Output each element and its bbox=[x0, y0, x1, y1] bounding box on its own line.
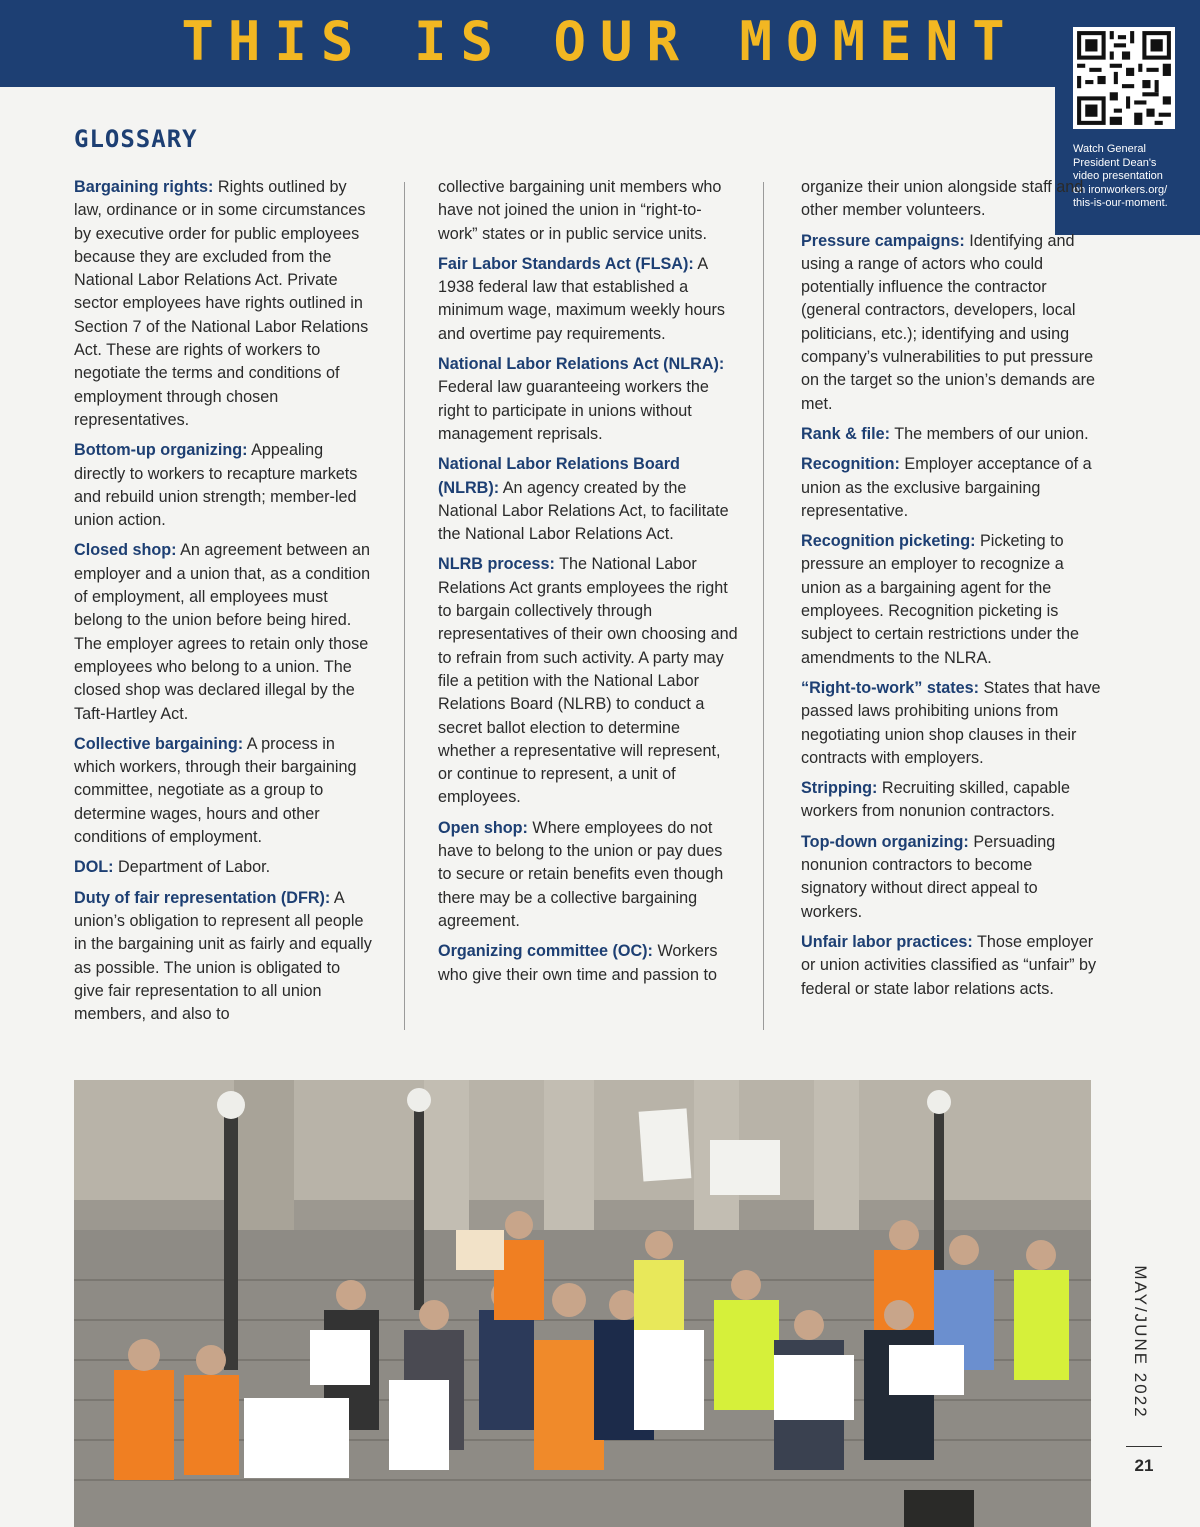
glossary-definition: Rights outlined by law, ordinance or in some circumstances by executive order for public employees because they are excluded from the National Labor Relations Act. Private sector employees have rights outlined in Section 7 of the National Labor Relations Act. These are rights of workers to negotiate the terms and conditions of employment through chosen representatives. bbox=[74, 178, 369, 429]
glossary-term: Stripping: bbox=[801, 779, 878, 798]
glossary-entry bbox=[438, 940, 738, 987]
issue-date: MAY/JUNE 2022 bbox=[1131, 1265, 1150, 1419]
glossary-definition: An agency created by the National Labor Relations Act, to facilitate the National Labor Relations Act. bbox=[438, 478, 729, 544]
glossary-definition: Persuading nonunion contractors to become signatory without direct appeal to workers. bbox=[801, 832, 1056, 921]
glossary-term: Pressure campaigns: bbox=[801, 231, 965, 250]
glossary-definition: A union’s obligation to represent all people in the bargaining unit as fairly and equally as possible. The union is obligated to give fair representation to all union members, and also to bbox=[74, 888, 372, 1024]
glossary-entry bbox=[801, 777, 1101, 824]
glossary-term: Organizing committee (OC): bbox=[438, 942, 653, 961]
glossary-term: Open shop: bbox=[438, 818, 528, 837]
page-number-rule bbox=[1126, 1446, 1162, 1447]
glossary-definition: States that have passed laws prohibiting unions from negotiating union shop clauses in their contracts with employers. bbox=[801, 678, 1101, 767]
glossary-term: Top-down organizing: bbox=[801, 832, 969, 851]
qr-caption: Watch General President Dean's video presentation on ironworkers.org/ this-is-our-moment. bbox=[1073, 143, 1168, 209]
glossary-entry bbox=[438, 453, 738, 546]
glossary-term: National Labor Relations Act (NLRA): bbox=[438, 355, 725, 374]
glossary-entry bbox=[801, 931, 1101, 1001]
glossary-term: Duty of fair representation (DFR): bbox=[74, 888, 331, 907]
glossary-term: Unfair labor practices: bbox=[801, 932, 973, 951]
glossary-definition: Department of Labor. bbox=[113, 858, 271, 877]
glossary-column-1 bbox=[74, 176, 374, 1033]
glossary-term: NLRB process: bbox=[438, 555, 555, 574]
glossary-definition: The members of our union. bbox=[890, 424, 1089, 443]
glossary-definition: Identifying and using a range of actors who could potentially influence the contractor (general contractors, developers, local politicians, etc.); identifying and using company’s vulnerabilities to put pressure on the target so the union’s demands are met. bbox=[801, 231, 1095, 413]
glossary-definition: collective bargaining unit members who have not joined the union in “right-to-work” states or in public service units. bbox=[438, 178, 722, 243]
glossary-entry bbox=[801, 423, 1101, 446]
glossary-entry bbox=[801, 677, 1101, 770]
glossary-entry bbox=[801, 831, 1101, 924]
glossary-term: Bottom-up organizing: bbox=[74, 441, 248, 460]
glossary-entry bbox=[438, 817, 738, 933]
column-divider bbox=[404, 182, 405, 1030]
page-number: 21 bbox=[1134, 1456, 1154, 1475]
glossary-definition: An agreement between an employer and a union that, as a condition of employment, all employees must belong to the union before being hired. The employer agrees to retain only those employees who belong to a union. The closed shop was declared illegal by the Taft-Hartley Act. bbox=[74, 541, 371, 723]
glossary-term: National Labor Relations Board (NLRB): bbox=[438, 455, 680, 497]
qr-code-icon[interactable] bbox=[1073, 27, 1175, 129]
banner-title: THIS IS OUR MOMENT bbox=[181, 10, 1019, 73]
glossary-term: DOL: bbox=[74, 858, 114, 877]
glossary-term: Collective bargaining: bbox=[74, 734, 244, 753]
glossary-entry bbox=[438, 353, 738, 446]
glossary-definition: organize their union alongside staff and other member volunteers. bbox=[801, 178, 1084, 220]
glossary-entry bbox=[74, 733, 374, 849]
glossary-definition: Those employer or union activities classified as “unfair” by federal or state labor relations acts. bbox=[801, 932, 1097, 998]
glossary-definition: Appealing directly to workers to recapture markets and rebuild union strength; member-led union action. bbox=[74, 441, 358, 530]
glossary-term: Fair Labor Standards Act (FLSA): bbox=[438, 254, 694, 273]
rally-photo bbox=[74, 1080, 1091, 1527]
glossary-definition: Where employees do not have to belong to the union or pay dues to secure or retain benefits even though there may be a collective bargaining agreement. bbox=[438, 818, 724, 930]
glossary-entry bbox=[438, 176, 738, 246]
glossary-entry bbox=[801, 453, 1101, 523]
glossary-definition: The National Labor Relations Act grants employees the right to bargain collectively through representatives of their own choosing and to refrain from such activity. A party may file a petition with the National Labor Relations Board (NLRB) to conduct a secret ballot election to determine whether a representative will represent, or continue to represent, a unit of employees. bbox=[438, 555, 738, 807]
glossary-entry bbox=[801, 530, 1101, 670]
glossary-term: “Right-to-work” states: bbox=[801, 678, 980, 697]
glossary-entry bbox=[801, 230, 1101, 416]
glossary-entry bbox=[74, 539, 374, 725]
glossary-entry bbox=[74, 176, 374, 432]
glossary-entry bbox=[801, 176, 1101, 223]
issue-date-vertical bbox=[1120, 1262, 1160, 1422]
glossary-definition: Picketing to pressure an employer to recognize a union as a bargaining agent for the employees. Recognition picketing is subject to certain restrictions under the amendments to the NLRA. bbox=[801, 532, 1080, 667]
glossary-definition: Workers who give their own time and passion to bbox=[438, 942, 718, 984]
glossary-definition: A 1938 federal law that established a minimum wage, maximum weekly hours and overtime pay requirements. bbox=[438, 254, 725, 343]
glossary-definition: A process in which workers, through their bargaining committee, negotiate as a group to determine wages, hours and other conditions of employment. bbox=[74, 734, 357, 847]
header-banner bbox=[0, 0, 1200, 87]
glossary-definition: Federal law guaranteeing workers the right to participate in unions without management reprisals. bbox=[438, 378, 709, 443]
glossary-heading: GLOSSARY bbox=[74, 125, 198, 153]
column-divider bbox=[763, 182, 764, 1030]
glossary-term: Rank & file: bbox=[801, 424, 891, 443]
glossary-column-3 bbox=[801, 176, 1101, 1008]
glossary-entry bbox=[74, 856, 374, 879]
glossary-term: Bargaining rights: bbox=[74, 178, 214, 196]
glossary-entry bbox=[438, 253, 738, 346]
glossary-entry bbox=[74, 439, 374, 532]
glossary-definition: Employer acceptance of a union as the exclusive bargaining representative. bbox=[801, 455, 1092, 520]
glossary-term: Closed shop: bbox=[74, 541, 177, 560]
glossary-entry bbox=[438, 553, 738, 809]
glossary-definition: Recruiting skilled, capable workers from nonunion contractors. bbox=[801, 779, 1070, 821]
glossary-term: Recognition picketing: bbox=[801, 532, 976, 551]
glossary-term: Recognition: bbox=[801, 455, 900, 474]
glossary-entry bbox=[74, 887, 374, 1027]
glossary-column-2 bbox=[438, 176, 738, 994]
